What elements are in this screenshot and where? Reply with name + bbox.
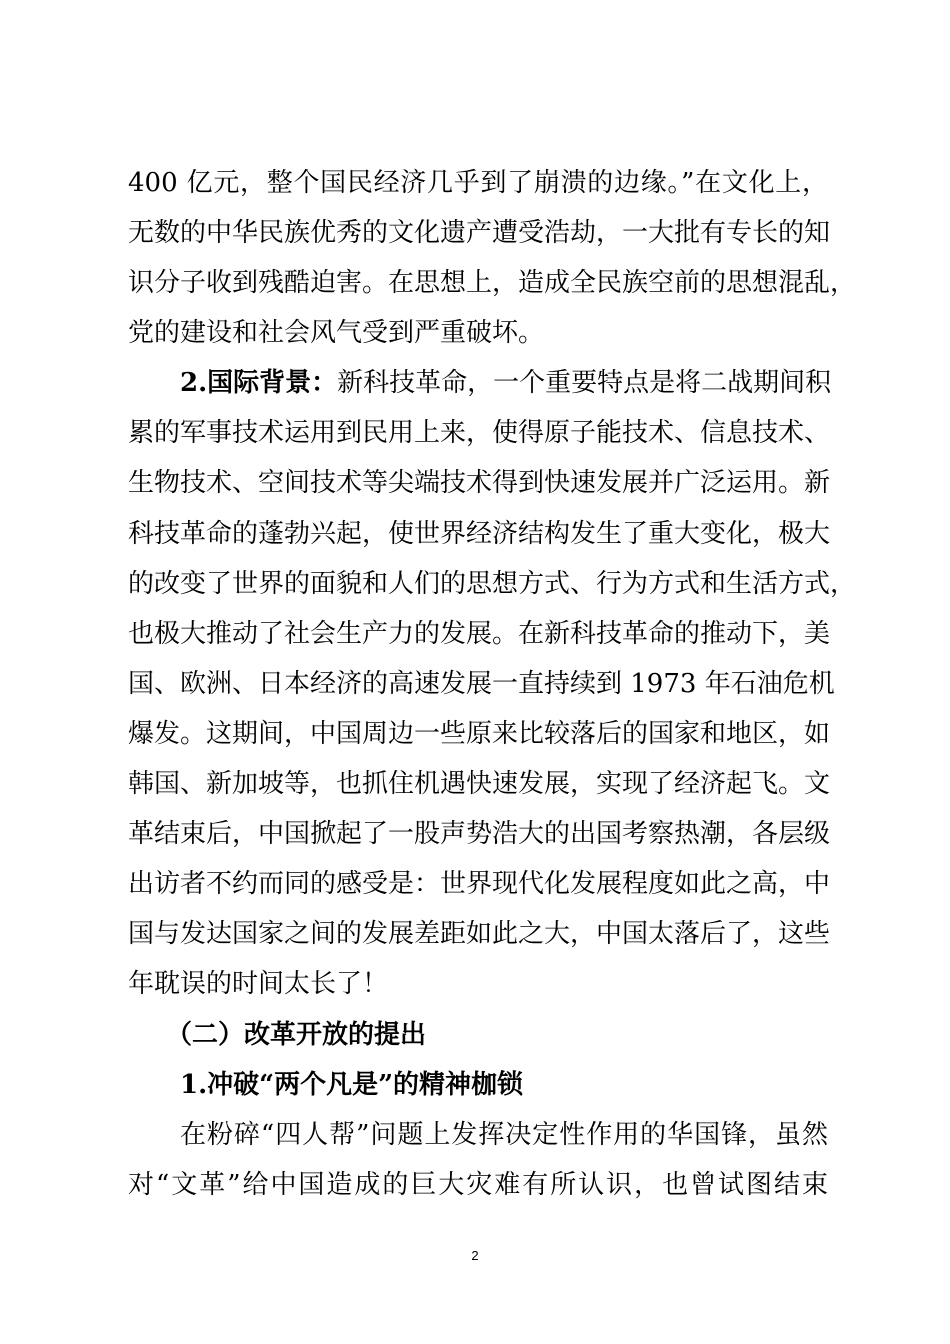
paragraph-line: 科技革命的蓬勃兴起，使世界经济结构发生了重大变化，极大 — [128, 519, 831, 549]
page-number: 2 — [471, 1248, 479, 1263]
subsection-heading: 1.冲破“两个凡是”的精神枷锁 — [180, 1070, 524, 1100]
paragraph-line: 识分子收到残酷迫害。在思想上，造成全民族空前的思想混乱， — [128, 268, 857, 298]
paragraph-line: 累的军事技术运用到民用上来，使得原子能技术、信息技术、 — [128, 418, 831, 448]
international-background-label: 2.国际背景： — [180, 368, 338, 398]
paragraph-line: 革结束后，中国掀起了一股声势浩大的出国考察热潮，各层级 — [128, 819, 831, 849]
paragraph-line: 的改变了世界的面貌和人们的思想方式、行为方式和生活方式， — [128, 569, 857, 599]
paragraph-first-line — [180, 368, 832, 398]
paragraph-line: 国、欧洲、日本经济的高速发展一直持续到 1973 年石油危机 — [128, 669, 835, 699]
paragraph-line: 也极大推动了社会生产力的发展。在新科技革命的推动下，美 — [128, 619, 831, 649]
paragraph-line: 400 亿元，整个国民经济几乎到了崩溃的边缘。”在文化上， — [128, 168, 828, 198]
paragraph-line: 爆发。这期间，中国周边一些原来比较落后的国家和地区，如 — [128, 719, 831, 749]
paragraph-line: 在粉碎“四人帮”问题上发挥决定性作用的华国锋，虽然 — [180, 1120, 828, 1150]
paragraph-line: 生物技术、空间技术等尖端技术得到快速发展并广泛运用。新 — [128, 468, 831, 498]
paragraph-line: 对“文革”给中国造成的巨大灾难有所认识，也曾试图结束 — [128, 1170, 828, 1200]
paragraph-line: 国与发达国家之间的发展差距如此之大，中国太落后了，这些 — [128, 919, 831, 949]
paragraph-line-text: 新科技革命，一个重要特点是将二战期间积 — [337, 368, 832, 398]
paragraph-line: 党的建设和社会风气受到严重破坏。 — [128, 318, 545, 348]
paragraph-line: 无数的中华民族优秀的文化遗产遭受浩劫，一大批有专长的知 — [128, 218, 831, 248]
paragraph-line: 出访者不约而同的感受是：世界现代化发展程度如此之高，中 — [128, 869, 831, 899]
paragraph-line: 年耽误的时间太长了！ — [128, 969, 389, 999]
paragraph-line: 韩国、新加坡等，也抓住机遇快速发展，实现了经济起飞。文 — [128, 769, 831, 799]
section-heading: （二）改革开放的提出 — [166, 1020, 427, 1050]
